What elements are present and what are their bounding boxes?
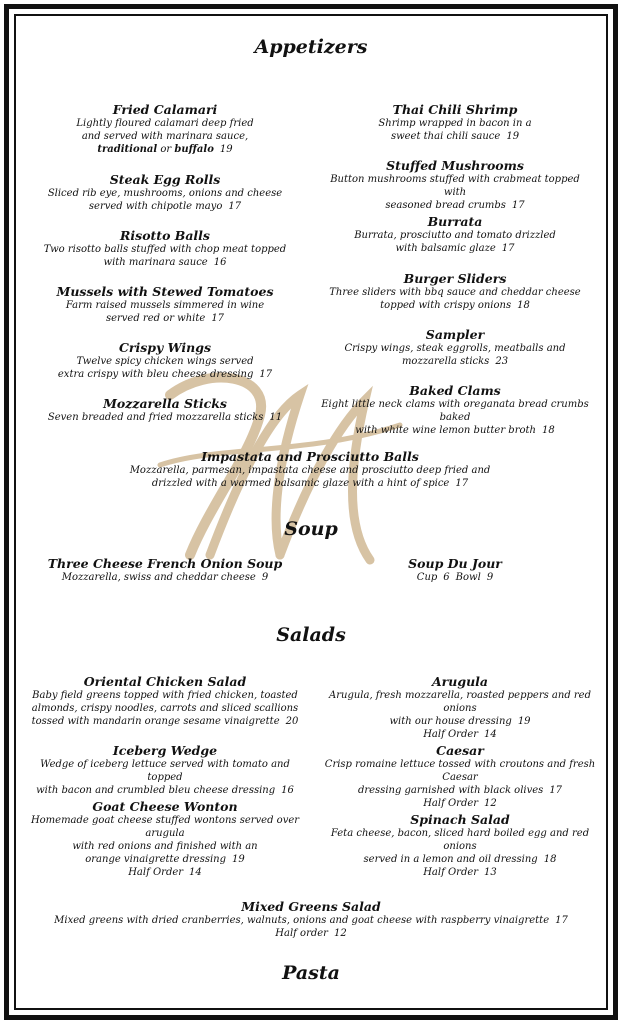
item-desc: mozzarella sticks	[401, 356, 490, 367]
item-name: Mozzarella Sticks	[103, 396, 227, 411]
menu-item-caesar	[320, 743, 600, 810]
item-name: Stuffed Mushrooms	[386, 158, 524, 173]
item-desc: Homemade goat cheese stuffed wontons served over arugula	[30, 815, 300, 839]
half-order-price: 12	[333, 928, 347, 939]
item-desc: seasoned bread crumbs	[385, 200, 506, 211]
item-name: Mussels with Stewed Tomatoes	[56, 284, 274, 299]
item-desc: dressing garnished with black olives	[357, 785, 544, 796]
menu-item-french-onion-soup	[40, 556, 290, 584]
item-desc: Three sliders with bbq sauce and cheddar cheese	[329, 287, 581, 298]
item-price: 16	[281, 785, 294, 796]
item-price: 17	[455, 478, 469, 489]
bowl-label: Bowl	[455, 572, 481, 583]
item-desc: Button mushrooms stuffed with crabmeat topped with	[330, 174, 580, 198]
item-desc: drizzled with a warmed balsamic glaze with a hint of spice	[151, 478, 450, 489]
item-desc: Mozzarella, swiss and cheddar cheese	[61, 572, 256, 583]
item-name: Arugula	[431, 674, 489, 689]
item-desc: tossed with mandarin orange sesame vinaigrette	[31, 716, 280, 727]
item-desc: Eight little neck clams with oreganata bread crumbs baked	[321, 399, 589, 423]
menu-item-stuffed-mushrooms	[320, 158, 590, 212]
menu-item-baked-clams	[310, 383, 600, 437]
menu-item-spinach-salad	[320, 812, 600, 879]
salads-heading: Salads	[276, 624, 346, 646]
item-desc: Crispy wings, steak eggrolls, meatballs and	[344, 343, 566, 354]
item-price: 17	[555, 915, 568, 926]
item-price: 19	[517, 716, 531, 727]
item-name: Mixed Greens Salad	[241, 899, 381, 914]
item-desc: Two risotto balls stuffed with chop meat topped	[43, 244, 287, 255]
item-desc: Shrimp wrapped in bacon in a	[378, 118, 532, 129]
item-desc: Seven breaded and fried mozzarella sticks	[47, 412, 264, 423]
appetizers-heading: Appetizers	[254, 36, 368, 58]
half-order-price: 14	[189, 867, 202, 878]
item-desc: sweet thai chili sauce	[390, 131, 501, 142]
half-order-label: Half Order	[423, 729, 479, 740]
menu-item-oriental-chicken-salad	[30, 674, 300, 728]
item-price: 17	[211, 313, 225, 324]
item-desc: Farm raised mussels simmered in wine	[65, 300, 265, 311]
item-name: Burrata	[427, 214, 483, 229]
item-desc: served with chipotle mayo	[88, 201, 223, 212]
item-desc: with marinara sauce	[103, 257, 208, 268]
menu-item-burrata	[320, 214, 590, 255]
item-name: Goat Cheese Wonton	[92, 799, 238, 814]
item-desc: Wedge of iceberg lettuce served with tomato and topped	[40, 759, 290, 783]
menu-item-arugula	[320, 674, 600, 741]
item-name: Spinach Salad	[410, 812, 510, 827]
item-desc: and served with marinara sauce,	[81, 131, 249, 142]
menu-item-iceberg-wedge	[30, 743, 300, 797]
item-price: 18	[517, 300, 530, 311]
item-desc: Crisp romaine lettuce tossed with croutons and fresh Caesar	[324, 759, 596, 783]
menu-item-thai-chili-shrimp	[320, 102, 590, 143]
option-or: or	[160, 144, 172, 155]
item-price: 17	[549, 785, 563, 796]
item-desc: served red or white	[105, 313, 206, 324]
item-name: Impastata and Prosciutto Balls	[201, 449, 419, 464]
item-name: Caesar	[436, 743, 484, 758]
item-desc: with white wine lemon butter broth	[355, 425, 536, 436]
item-name: Soup Du Jour	[408, 556, 502, 571]
item-name: Thai Chili Shrimp	[392, 102, 518, 117]
item-desc: Lightly floured calamari deep fried	[76, 118, 254, 129]
item-desc: Twelve spicy chicken wings served	[76, 356, 254, 367]
item-name: Oriental Chicken Salad	[83, 674, 247, 689]
half-order-price: 14	[484, 729, 497, 740]
item-price: 19	[506, 131, 520, 142]
item-desc: Feta cheese, bacon, sliced hard boiled egg and red onions	[330, 828, 590, 852]
menu-item-crispy-wings	[40, 340, 290, 381]
item-desc: with our house dressing	[389, 716, 512, 727]
menu-item-mixed-greens-salad	[40, 899, 582, 940]
item-price: 19	[219, 144, 233, 155]
cup-price: 6	[443, 572, 450, 583]
item-desc: Mixed greens with dried cranberries, walnuts, onions and goat cheese with raspberry vinaigrette	[54, 915, 550, 926]
item-price: 17	[501, 243, 515, 254]
item-price: 16	[213, 257, 227, 268]
item-desc: with red onions and finished with an	[72, 841, 258, 852]
item-name: Iceberg Wedge	[112, 743, 218, 758]
item-price: 11	[269, 412, 283, 423]
menu-item-mozzarella-sticks	[40, 396, 290, 424]
item-desc-options	[40, 143, 290, 156]
item-desc: Sliced rib eye, mushrooms, onions and cheese	[47, 188, 283, 199]
item-price: 18	[543, 854, 557, 865]
item-price: 18	[541, 425, 555, 436]
item-price: 19	[232, 854, 245, 865]
item-desc: Mozzarella, parmesan, impastata cheese and prosciutto deep fried and	[129, 465, 491, 476]
item-desc: with balsamic glaze	[395, 243, 496, 254]
item-desc: Burrata, prosciutto and tomato drizzled	[354, 230, 556, 241]
item-price: 23	[495, 356, 509, 367]
item-price: 17	[259, 369, 273, 380]
menu-item-burger-sliders	[320, 271, 590, 312]
pasta-heading: Pasta	[282, 962, 340, 984]
menu-item-steak-egg-rolls	[40, 172, 290, 213]
item-name: Fried Calamari	[112, 102, 218, 117]
item-name: Three Cheese French Onion Soup	[47, 556, 283, 571]
bowl-price: 9	[486, 572, 494, 583]
item-desc: topped with crispy onions	[380, 300, 512, 311]
half-order-label: Half order	[275, 928, 328, 939]
item-price: 9	[261, 572, 269, 583]
menu-item-goat-cheese-wonton	[30, 799, 300, 879]
option-traditional: traditional	[97, 144, 158, 155]
menu-item-risotto-balls	[40, 228, 290, 269]
item-price: 17	[511, 200, 525, 211]
menu-item-fried-calamari	[40, 102, 290, 156]
item-desc: with bacon and crumbled bleu cheese dressing	[36, 785, 276, 796]
item-name: Baked Clams	[409, 383, 501, 398]
menu-item-impastata	[60, 449, 560, 490]
item-name: Risotto Balls	[120, 228, 210, 243]
menu-item-soup-du-jour	[330, 556, 580, 584]
item-name: Crispy Wings	[118, 340, 212, 355]
menu-item-mussels	[40, 284, 290, 325]
half-order-label: Half Order	[128, 867, 184, 878]
item-desc: orange vinaigrette dressing	[85, 854, 227, 865]
option-buffalo: buffalo	[174, 144, 214, 155]
item-desc: extra crispy with bleu cheese dressing	[57, 369, 254, 380]
item-name: Sampler	[425, 327, 485, 342]
half-order-price: 13	[484, 867, 497, 878]
item-desc: Baby field greens topped with fried chicken, toasted	[32, 690, 298, 701]
item-desc: served in a lemon and oil dressing	[363, 854, 538, 865]
half-order-price: 12	[484, 798, 497, 809]
item-desc: Arugula, fresh mozzarella, roasted peppers and red onions	[329, 690, 591, 714]
item-name: Burger Sliders	[403, 271, 507, 286]
item-name: Steak Egg Rolls	[109, 172, 221, 187]
item-price: 20	[285, 716, 299, 727]
item-desc: almonds, crispy noodles, carrots and sliced scallions	[31, 703, 299, 714]
soup-heading: Soup	[284, 518, 338, 540]
half-order-label: Half Order	[423, 798, 479, 809]
half-order-label: Half Order	[423, 867, 479, 878]
menu-item-sampler	[320, 327, 590, 368]
item-price: 17	[228, 201, 242, 212]
cup-label: Cup	[416, 572, 438, 583]
